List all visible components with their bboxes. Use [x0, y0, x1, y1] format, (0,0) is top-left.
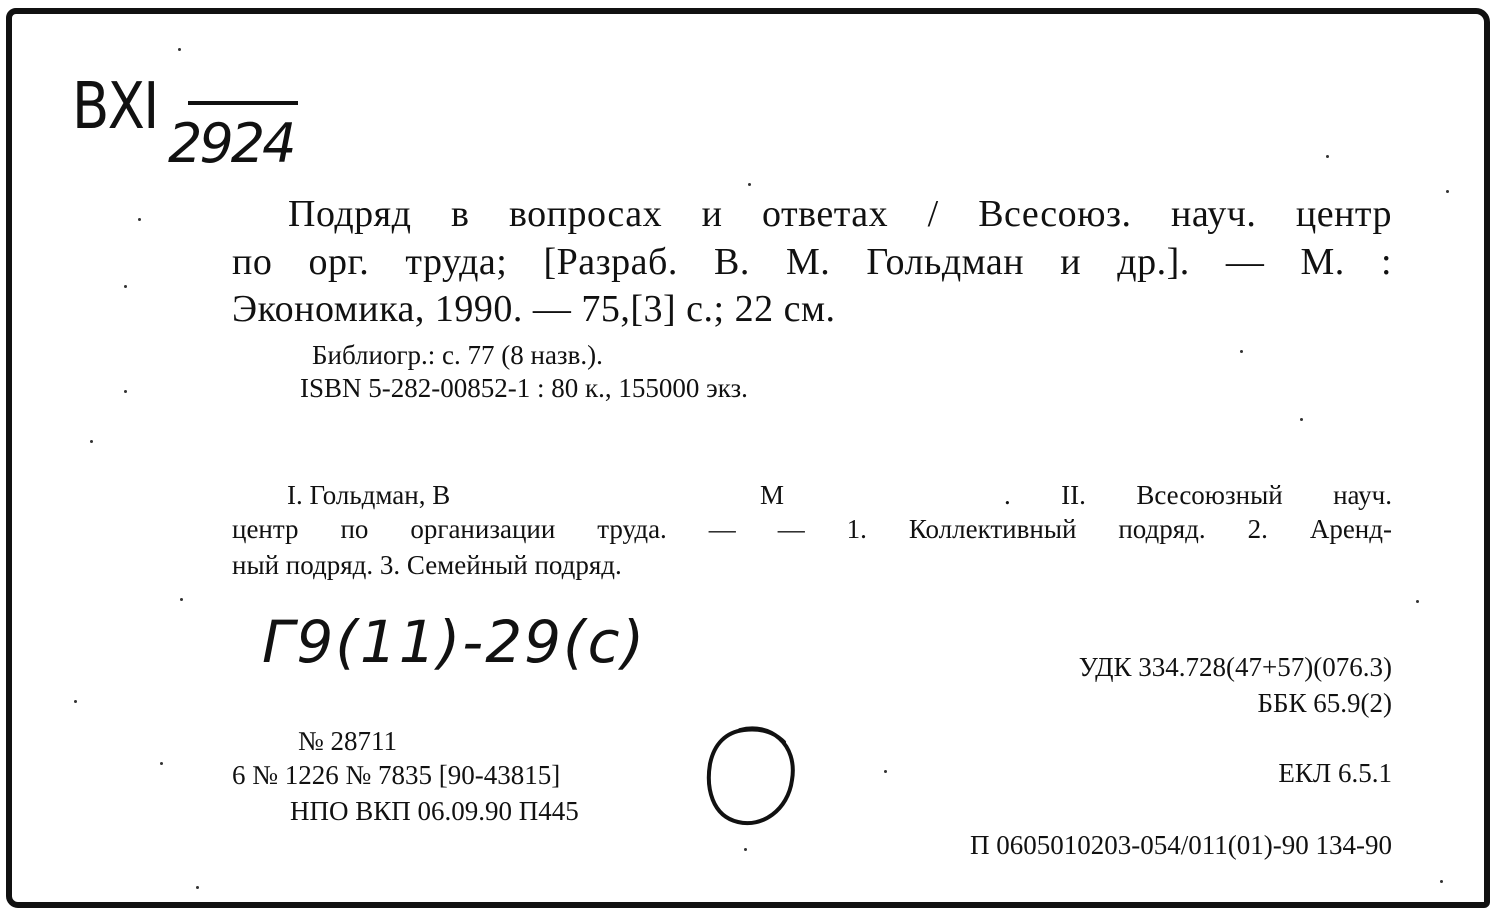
tracing-line-2: центр по организации труда. — — 1. Коллективный подряд. 2. Аренд- [232, 514, 1392, 544]
isbn-line: ISBN 5-282-00852-1 : 80 к., 155000 экз. [300, 373, 748, 403]
speck [748, 183, 751, 186]
ekl-index: ЕКЛ 6.5.1 [1278, 758, 1392, 788]
speck [1440, 880, 1443, 883]
title-line-1: Подряд в вопросах и ответах / Всесоюз. науч. центр [288, 193, 1392, 235]
speck [884, 770, 887, 773]
shelf-number: 2924 [168, 112, 294, 175]
speck [1240, 350, 1243, 353]
publisher-code: П 0605010203-054/011(01)-90 134-90 [970, 830, 1392, 860]
print-order: 6 № 1226 № 7835 [90-43815] [232, 760, 561, 790]
handwritten-classification: Г9(11)-29(с) [262, 608, 647, 676]
print-npo: НПО ВКП 06.09.90 П445 [290, 796, 579, 826]
tracing-institution: . II. Всесоюзный науч. [1004, 480, 1392, 510]
speck [1300, 418, 1303, 421]
udk-index: УДК 334.728(47+57)(076.3) [1078, 652, 1392, 682]
hand-drawn-circle [700, 722, 810, 834]
speck [1326, 155, 1329, 158]
speck [1446, 190, 1449, 193]
speck [160, 762, 163, 765]
shelf-code: ВХI [72, 70, 158, 144]
tracing-author: I. Гольдман, В [287, 480, 451, 510]
speck [138, 218, 141, 221]
title-line-3: Экономика, 1990. — 75,[3] с.; 22 см. [232, 288, 836, 330]
bbk-index: ББК 65.9(2) [1257, 688, 1392, 718]
speck [744, 848, 747, 851]
print-number: № 28711 [298, 726, 398, 756]
speck [124, 285, 127, 288]
speck [178, 48, 181, 51]
speck [90, 440, 93, 443]
speck [196, 886, 199, 889]
speck [74, 700, 77, 703]
tracing-initial: М [760, 480, 785, 510]
title-line-2: по орг. труда; [Разраб. В. М. Гольдман и др.]. — М. : [232, 241, 1392, 283]
speck [180, 598, 183, 601]
speck [1416, 600, 1419, 603]
tracing-line-3: ный подряд. 3. Семейный подряд. [232, 550, 622, 580]
bibliography-note: Библиогр.: с. 77 (8 назв.). [312, 340, 603, 370]
speck [124, 390, 127, 393]
shelf-fraction-line [188, 101, 298, 105]
